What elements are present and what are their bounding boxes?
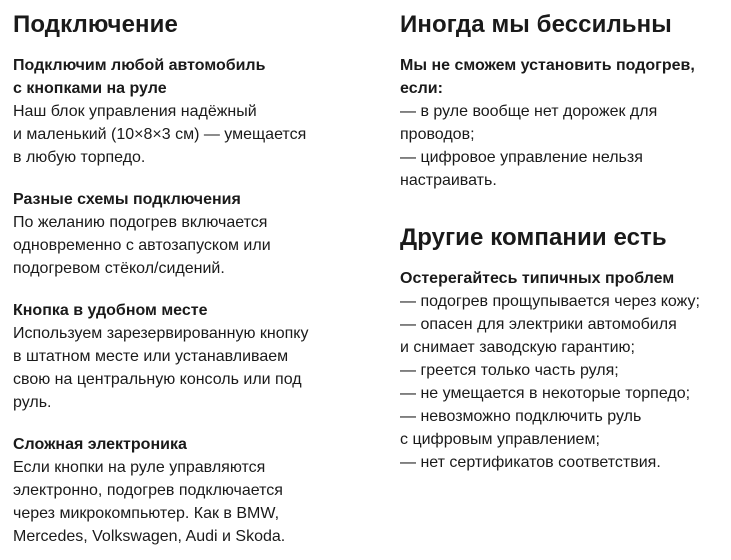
limitations-title: Иногда мы бессильны — [400, 11, 672, 38]
right-column — [400, 0, 725, 474]
limitations-block — [400, 54, 725, 192]
left-column — [13, 0, 373, 548]
feature-text: Используем зарезервированную кнопку в штатном месте или устанавливаем свою на центральную консоль или под руль. — [13, 325, 309, 411]
competitors-text: — подогрев прощупывается через кожу; — опасен для электрики автомобиля и снимает заводскую гарантию; — греется только часть руля; — не умещается в некоторые торпедо; — невозможно подключить руль с цифровым управлением; — нет сертификатов соответствия. — [400, 293, 700, 471]
feature-text: По желанию подогрев включается одновременно с автозапуском или подогревом стёкол/сидений. — [13, 214, 271, 277]
feature-block-button — [13, 299, 373, 414]
feature-heading: Кнопка в удобном месте — [13, 302, 208, 319]
feature-heading: Подключим любой автомобиль с кнопками на руле — [13, 57, 266, 97]
feature-heading: Разные схемы подключения — [13, 191, 241, 208]
feature-text: Наш блок управления надёжный и маленький (10×8×3 см) — умещается в любую торпедо. — [13, 103, 307, 166]
feature-block-electronics — [13, 433, 373, 548]
competitors-block — [400, 267, 725, 474]
feature-block-schemes — [13, 188, 373, 280]
feature-block-any-car — [13, 54, 373, 169]
limitations-heading: Мы не сможем установить подогрев, если: — [400, 57, 695, 97]
competitors-heading: Остерегайтесь типичных проблем — [400, 270, 675, 287]
connection-title: Подключение — [13, 11, 178, 38]
feature-text: Если кнопки на руле управляются электронно, подогрев подключается через микрокомпьютер. Как в BMW, Mercedes, Volkswagen, Audi и Skoda. — [13, 459, 286, 545]
feature-heading: Сложная электроника — [13, 436, 187, 453]
limitations-text: — в руле вообще нет дорожек для проводов; — цифровое управление нельзя настраивать. — [400, 103, 658, 189]
competitors-title: Другие компании есть — [400, 224, 667, 251]
